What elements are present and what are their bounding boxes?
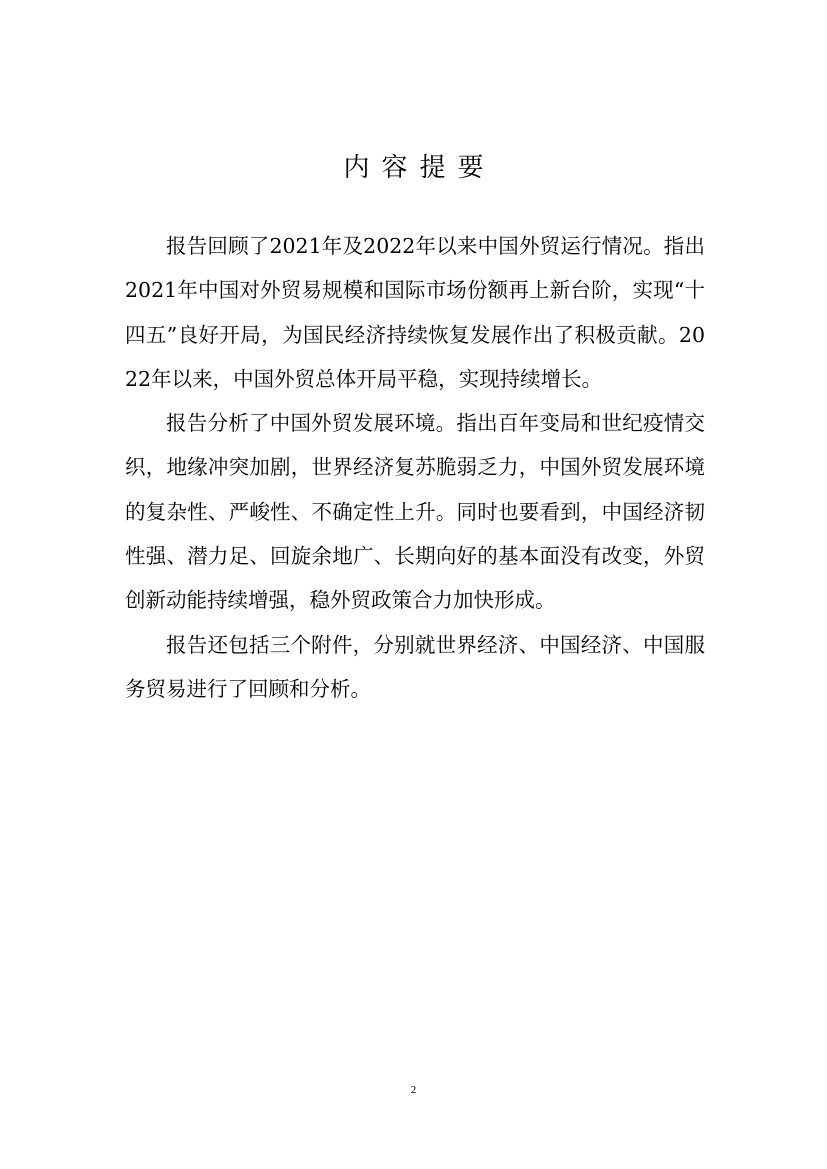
paragraph-review: 报告回顾了2021年及2022年以来中国外贸运行情况。指出2021年中国对外贸易规模和国际市场份额再上新台阶，实现“十四五”良好开局，为国民经济持续恢复发展作出了积极贡献。2022年以来，中国外贸总体开局平稳，实现持续增长。 [125,234,705,391]
page-number: 2 [410,1084,417,1096]
page-title: 内容提要 [343,153,496,183]
paragraph-appendices: 报告还包括三个附件，分别就世界经济、中国经济、中国服务贸易进行了回顾和分析。 [125,632,705,701]
summary-body [125,224,705,711]
paragraph-environment: 报告分析了中国外贸发展环境。指出百年变局和世纪疫情交织，地缘冲突加剧，世界经济复苏脆弱乏力，中国外贸发展环境的复杂性、严峻性、不确定性上升。同时也要看到，中国经济韧性强、潜力足、回旋余地广、长期向好的基本面没有改变，外贸创新动能持续增强，稳外贸政策合力加快形成。 [125,411,705,613]
